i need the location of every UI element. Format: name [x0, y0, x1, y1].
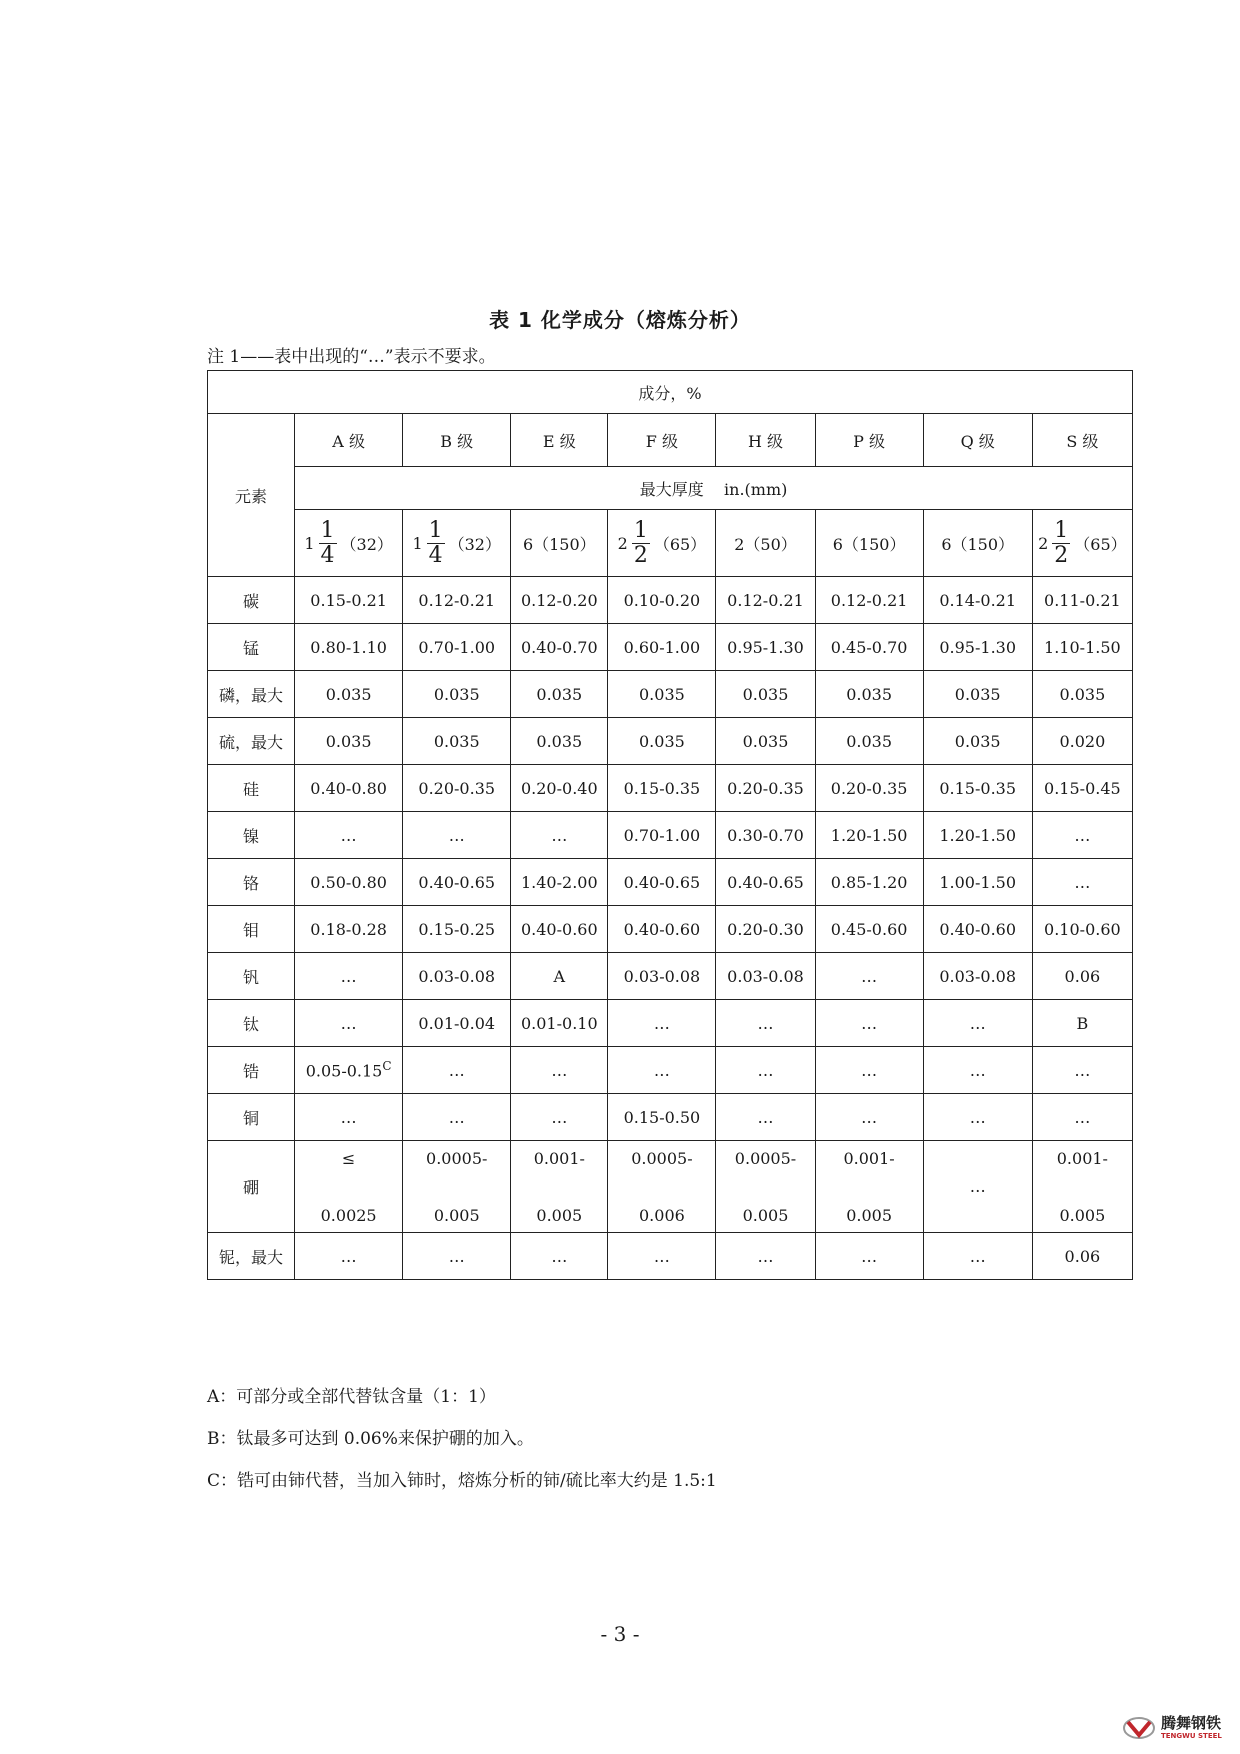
chemical-composition-table [207, 370, 1133, 1280]
composition-value: A [511, 953, 608, 1000]
composition-value: 0.03-0.08 [716, 953, 815, 1000]
thickness-cell: 1 $\frac{1}{4}$ （32） [403, 510, 511, 577]
composition-value: … [403, 1047, 511, 1094]
thickness-cell: 6（150） [511, 510, 608, 577]
composition-value: 0.03-0.08 [923, 953, 1032, 1000]
composition-value: 0.15-0.35 [923, 765, 1032, 812]
grade-header: A 级 [295, 414, 403, 467]
composition-value: 0.035 [295, 671, 403, 718]
composition-value: 0.06 [1032, 953, 1132, 1000]
composition-value: 0.40-0.65 [403, 859, 511, 906]
composition-value: 0.12-0.21 [716, 577, 815, 624]
composition-value: 0.85-1.20 [815, 859, 923, 906]
composition-value: 0.001- 0.005 [1032, 1141, 1132, 1233]
table-row [208, 812, 1133, 859]
composition-value: 0.20-0.35 [716, 765, 815, 812]
composition-value: … [815, 953, 923, 1000]
composition-value: 0.035 [923, 718, 1032, 765]
composition-value: 0.18-0.28 [295, 906, 403, 953]
composition-value: 0.035 [608, 671, 716, 718]
composition-value: 1.40-2.00 [511, 859, 608, 906]
grade-header: F 级 [608, 414, 716, 467]
element-name: 铬 [208, 859, 295, 906]
thickness-cell: 6（150） [815, 510, 923, 577]
element-name: 铌，最大 [208, 1233, 295, 1280]
composition-value: 0.45-0.60 [815, 906, 923, 953]
composition-value: 0.035 [1032, 671, 1132, 718]
table-title: 表 1 化学成分（熔炼分析） [489, 308, 751, 332]
composition-value: 0.20-0.40 [511, 765, 608, 812]
composition-value: 0.50-0.80 [295, 859, 403, 906]
composition-value: 0.001- 0.005 [815, 1141, 923, 1233]
composition-value: 0.70-1.00 [403, 624, 511, 671]
composition-value: 0.95-1.30 [923, 624, 1032, 671]
element-name: 磷，最大 [208, 671, 295, 718]
thickness-cell: 2 $\frac{1}{2}$ （65） [1032, 510, 1132, 577]
composition-value: 0.03-0.08 [403, 953, 511, 1000]
composition-value: 0.20-0.35 [403, 765, 511, 812]
composition-value: 0.01-0.10 [511, 1000, 608, 1047]
composition-value: 0.035 [608, 718, 716, 765]
composition-value: 0.15-0.50 [608, 1094, 716, 1141]
composition-value: 0.05-0.15$^C$ [295, 1047, 403, 1094]
composition-value: 0.035 [511, 671, 608, 718]
composition-value: 0.20-0.30 [716, 906, 815, 953]
composition-value: 0.10-0.20 [608, 577, 716, 624]
composition-value: … [716, 1094, 815, 1141]
composition-value: 1.00-1.50 [923, 859, 1032, 906]
thickness-header: 最大厚度 in.(mm) [295, 467, 1133, 510]
thickness-cell: 6（150） [923, 510, 1032, 577]
composition-value: 0.40-0.80 [295, 765, 403, 812]
element-name: 镍 [208, 812, 295, 859]
grade-header: Q 级 [923, 414, 1032, 467]
composition-value: 0.06 [1032, 1233, 1132, 1280]
table-row [208, 1000, 1133, 1047]
element-name: 铜 [208, 1094, 295, 1141]
composition-value: … [511, 1094, 608, 1141]
thickness-cell: 2 $\frac{1}{2}$ （65） [608, 510, 716, 577]
element-name: 锰 [208, 624, 295, 671]
element-name: 硼 [208, 1141, 295, 1233]
composition-value: … [403, 1233, 511, 1280]
table-row [208, 859, 1133, 906]
composition-value: 0.12-0.20 [511, 577, 608, 624]
composition-value: 0.035 [815, 671, 923, 718]
composition-value: B [1032, 1000, 1132, 1047]
thickness-cell: 2（50） [716, 510, 815, 577]
composition-value: … [608, 1233, 716, 1280]
composition-value: 0.14-0.21 [923, 577, 1032, 624]
composition-value: … [923, 1141, 1032, 1233]
composition-value: 1.20-1.50 [923, 812, 1032, 859]
element-name: 钼 [208, 906, 295, 953]
composition-value: 0.0005- 0.006 [608, 1141, 716, 1233]
composition-value: … [295, 1094, 403, 1141]
footnote-a: A：可部分或全部代替钛含量（1：1） [207, 1387, 496, 1407]
composition-value: 1.20-1.50 [815, 812, 923, 859]
composition-value: 0.40-0.60 [608, 906, 716, 953]
composition-header: 成分，% [208, 371, 1133, 414]
composition-value: … [511, 812, 608, 859]
composition-value: 0.03-0.08 [608, 953, 716, 1000]
footnote-c: C：锆可由铈代替，当加入铈时，熔炼分析的铈/硫比率大约是 1.5:1 [207, 1471, 717, 1491]
composition-value: 0.10-0.60 [1032, 906, 1132, 953]
table-row [208, 1094, 1133, 1141]
company-logo [1122, 1715, 1222, 1741]
composition-value: … [295, 953, 403, 1000]
composition-value: 0.035 [403, 671, 511, 718]
composition-value: … [815, 1094, 923, 1141]
composition-value: … [1032, 859, 1132, 906]
composition-value: 0.0005- 0.005 [716, 1141, 815, 1233]
element-name: 钒 [208, 953, 295, 1000]
element-header: 元素 [208, 414, 295, 577]
composition-value: 0.035 [511, 718, 608, 765]
logo-chinese: 腾舞钢铁 [1161, 1714, 1222, 1732]
composition-value: … [295, 812, 403, 859]
composition-value: … [923, 1047, 1032, 1094]
footnote-marker: C [382, 1059, 392, 1074]
element-name: 硫，最大 [208, 718, 295, 765]
table-row [208, 765, 1133, 812]
composition-value: … [716, 1047, 815, 1094]
composition-value: 0.40-0.60 [923, 906, 1032, 953]
composition-value: 0.11-0.21 [1032, 577, 1132, 624]
composition-value: … [923, 1233, 1032, 1280]
table-row [208, 671, 1133, 718]
grade-header: P 级 [815, 414, 923, 467]
table-row [208, 1141, 1133, 1233]
composition-value: 0.40-0.65 [608, 859, 716, 906]
element-name: 钛 [208, 1000, 295, 1047]
logo-icon [1122, 1715, 1156, 1741]
table-row [208, 953, 1133, 1000]
element-name: 硅 [208, 765, 295, 812]
composition-value: 0.40-0.65 [716, 859, 815, 906]
grade-header: B 级 [403, 414, 511, 467]
composition-value: … [403, 812, 511, 859]
composition-value: … [403, 1094, 511, 1141]
composition-value: … [295, 1233, 403, 1280]
composition-value: 0.20-0.35 [815, 765, 923, 812]
composition-value: 0.40-0.60 [511, 906, 608, 953]
composition-value: … [1032, 1094, 1132, 1141]
composition-value: 0.12-0.21 [403, 577, 511, 624]
composition-value: … [923, 1094, 1032, 1141]
composition-value: 0.45-0.70 [815, 624, 923, 671]
table-row [208, 718, 1133, 765]
composition-value: 0.15-0.45 [1032, 765, 1132, 812]
grade-header: H 级 [716, 414, 815, 467]
composition-value: 0.70-1.00 [608, 812, 716, 859]
composition-value: 0.035 [716, 718, 815, 765]
composition-value: 0.15-0.35 [608, 765, 716, 812]
composition-value: 0.80-1.10 [295, 624, 403, 671]
composition-value: 0.0005- 0.005 [403, 1141, 511, 1233]
composition-value: … [815, 1233, 923, 1280]
composition-value: … [815, 1000, 923, 1047]
composition-value: 0.035 [403, 718, 511, 765]
composition-value: 0.035 [295, 718, 403, 765]
grade-header: E 级 [511, 414, 608, 467]
composition-value: 0.40-0.70 [511, 624, 608, 671]
composition-value: 0.60-1.00 [608, 624, 716, 671]
logo-english: TENGWU STEEL [1161, 1732, 1222, 1740]
composition-value: … [1032, 812, 1132, 859]
grade-header: S 级 [1032, 414, 1132, 467]
table-row [208, 1233, 1133, 1280]
table-row [208, 1047, 1133, 1094]
composition-value: … [815, 1047, 923, 1094]
composition-value: 0.020 [1032, 718, 1132, 765]
composition-value: … [923, 1000, 1032, 1047]
composition-value: 0.95-1.30 [716, 624, 815, 671]
table-row [208, 906, 1133, 953]
composition-value: 0.12-0.21 [815, 577, 923, 624]
table-row [208, 577, 1133, 624]
composition-value: … [1032, 1047, 1132, 1094]
thickness-cell: 1 $\frac{1}{4}$ （32） [295, 510, 403, 577]
footnote-b: B：钛最多可达到 0.06%来保护硼的加入。 [207, 1429, 534, 1449]
table-note: 注 1——表中出现的“…”表示不要求。 [207, 347, 496, 367]
composition-value: 0.035 [923, 671, 1032, 718]
element-name: 锆 [208, 1047, 295, 1094]
composition-value: … [295, 1000, 403, 1047]
page-number: - 3 - [600, 1622, 640, 1646]
composition-value: … [716, 1000, 815, 1047]
composition-value: 0.15-0.21 [295, 577, 403, 624]
composition-value: 0.001- 0.005 [511, 1141, 608, 1233]
composition-value: 0.035 [815, 718, 923, 765]
composition-value: ≤ 0.0025 [295, 1141, 403, 1233]
composition-value: 0.01-0.04 [403, 1000, 511, 1047]
composition-value: … [608, 1047, 716, 1094]
composition-value: 1.10-1.50 [1032, 624, 1132, 671]
element-name: 碳 [208, 577, 295, 624]
composition-value: … [716, 1233, 815, 1280]
composition-value: 0.035 [716, 671, 815, 718]
composition-value: 0.15-0.25 [403, 906, 511, 953]
composition-value: … [608, 1000, 716, 1047]
composition-value: … [511, 1047, 608, 1094]
composition-value: … [511, 1233, 608, 1280]
composition-value: 0.30-0.70 [716, 812, 815, 859]
table-row [208, 624, 1133, 671]
